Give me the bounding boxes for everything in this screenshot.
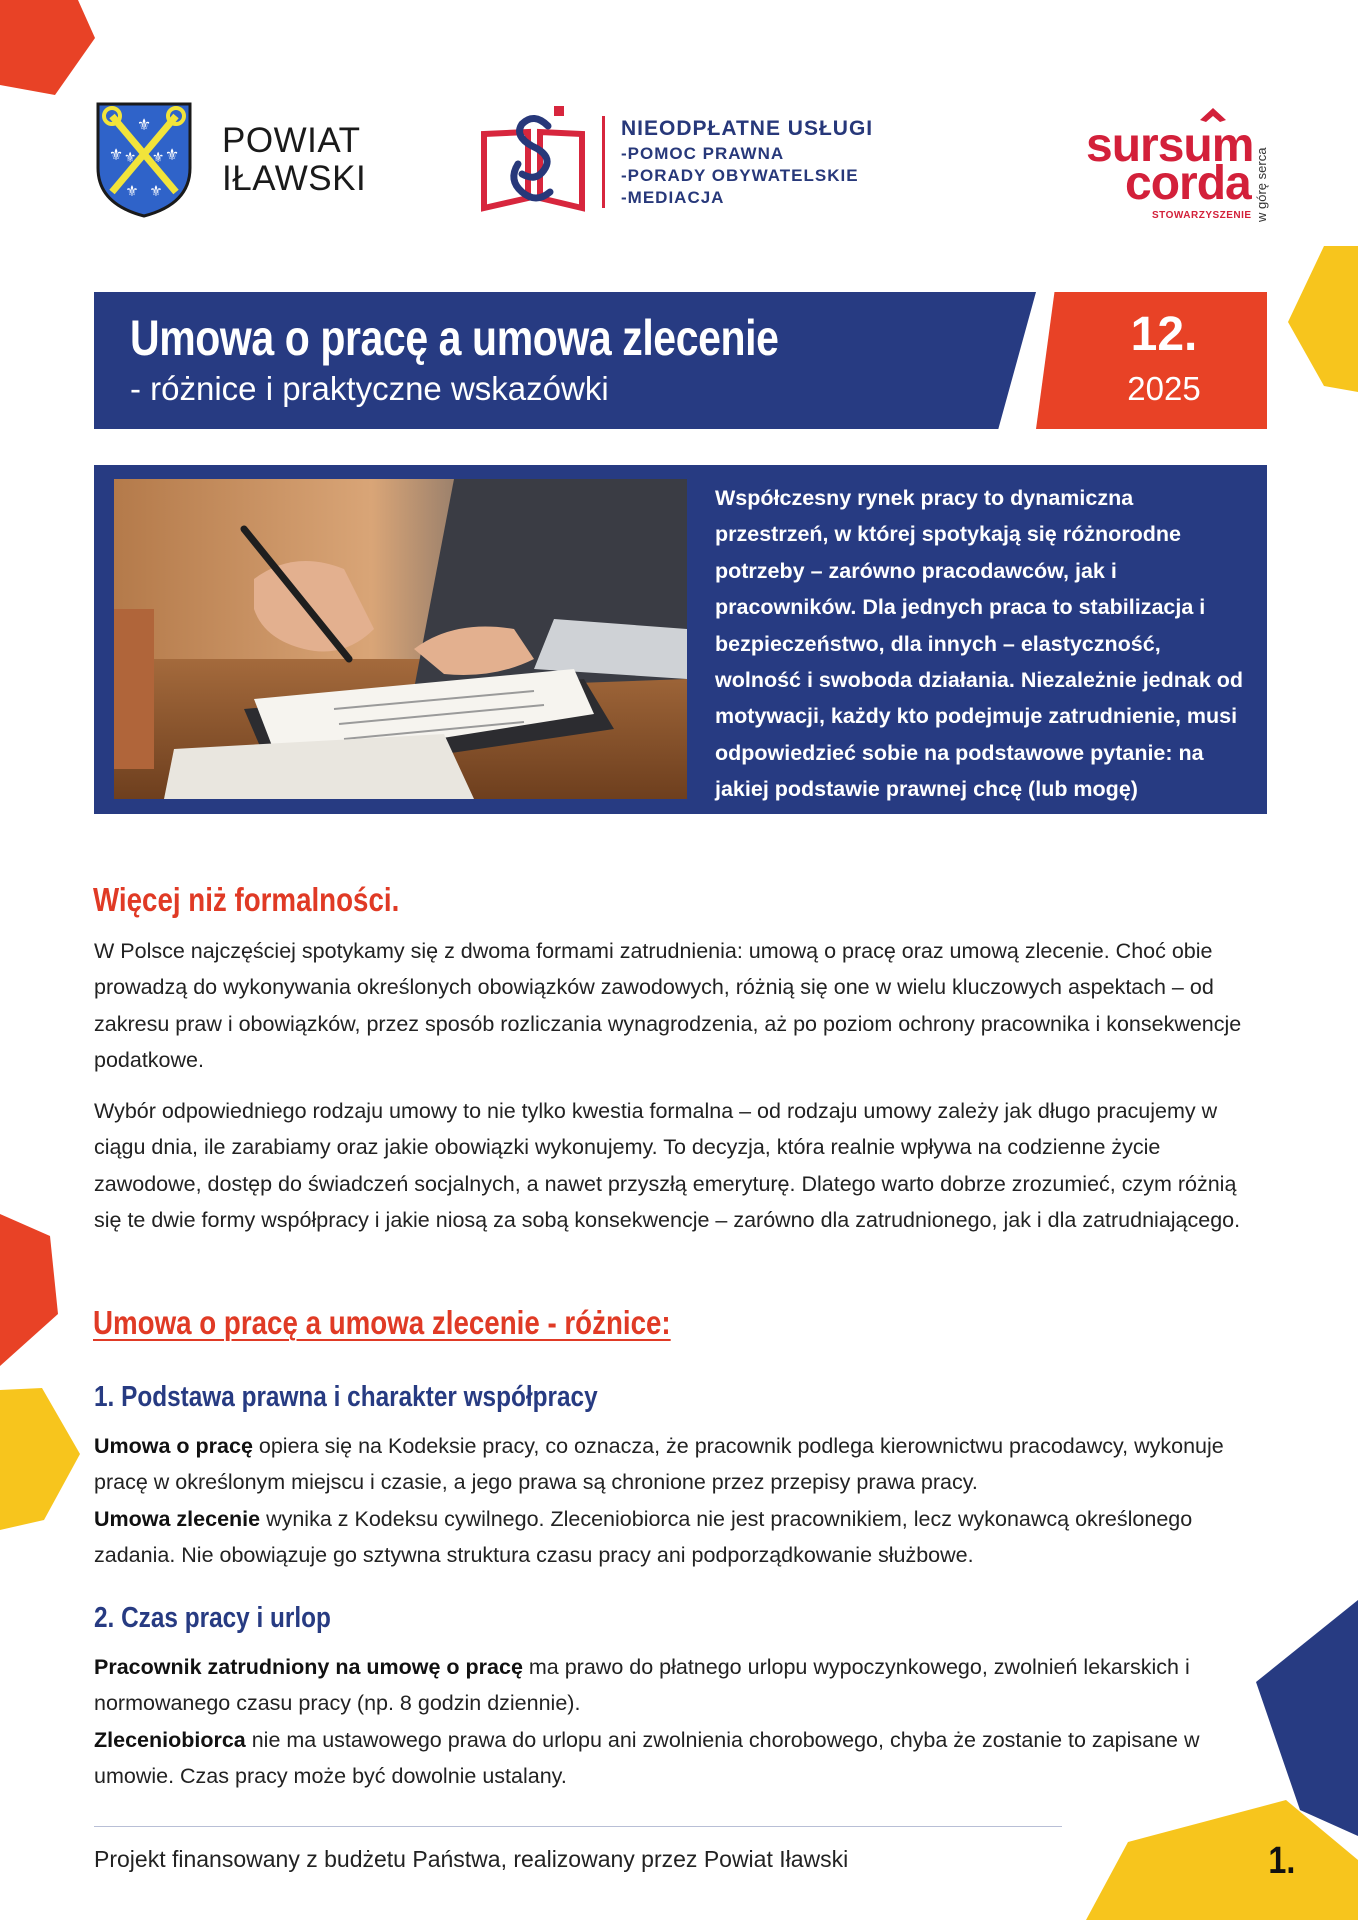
bold-term: Umowa o pracę	[94, 1434, 253, 1458]
powiat-line2: IŁAWSKI	[222, 159, 367, 198]
sursum-word: sursum	[1086, 119, 1254, 172]
service-item-civic-advice: -PORADY OBYWATELSKIE	[621, 166, 859, 185]
issue-number: 12.	[1130, 308, 1198, 361]
svg-text:⚜: ⚜	[108, 147, 124, 164]
bold-term: Pracownik zatrudniony na umowę o pracę	[94, 1655, 523, 1679]
decor-hexagon-top-left	[0, 0, 100, 100]
page-title: Umowa o pracę a umowa zlecenie	[130, 310, 779, 366]
bold-term: Zleceniobiorca	[94, 1728, 246, 1752]
svg-text:⚜: ⚜	[123, 149, 137, 165]
working-time-paragraph-2	[94, 1722, 1266, 1795]
section1-paragraph-2: Wybór odpowiedniego rodzaju umowy to nie tylko kwestia formalna – od rodzaju umowy zależy jak długo pracujemy w ciągu dnia, ile zarabiamy oraz jakie obowiązki wykonujemy. To decyzja, która realnie wpływa na codzienne życie zawodowe, dostęp do świadczeń socjalnych, a nawet przyszłą emeryturę. Dlatego warto dobrze zrozumieć, czym różnią się te dwie formy współpracy i jakie niosą za sobą konsekwencje – zarówno dla zatrudnionego, jak i dla zatrudniającego.	[94, 1099, 1241, 1233]
svg-text:⚜: ⚜	[164, 147, 180, 164]
decor-hexagon-left-red	[0, 1214, 58, 1366]
contract-signing-photo	[114, 479, 687, 799]
tagline: w górę serca	[1254, 147, 1269, 222]
powiat-logo	[94, 100, 366, 220]
logo-divider	[602, 116, 605, 208]
page-subtitle: - różnice i praktyczne wskazówki	[130, 370, 609, 407]
services-list	[621, 115, 873, 209]
association-label: STOWARZYSZENIE	[1152, 210, 1252, 221]
svg-text:⚜: ⚜	[125, 183, 139, 200]
legal-basis-paragraph-1	[94, 1428, 1266, 1501]
paragraph-text: opiera się na Kodeksie pracy, co oznacza, że pracownik podlega kierownictwu pracodawcy, wykonuje pracę w określonym miejscu i czasie, a jego prawa są chronione przez przepisy prawa pracy.	[94, 1434, 1224, 1495]
legal-basis-paragraph-2	[94, 1501, 1266, 1574]
section-heading-differences: Umowa o pracę a umowa zlecenie - różnice:	[93, 1304, 671, 1341]
service-item-legal-aid: -POMOC PRAWNA	[621, 144, 785, 163]
section-heading-more-than-formalities: Więcej niż formalności.	[93, 881, 400, 918]
powiat-name	[222, 122, 366, 198]
paragraph-text: ma prawo do płatnego urlopu wypoczynkowego, zwolnień lekarskich i normowanego czasu pracy (np. 8 godzin dziennie).	[94, 1655, 1190, 1716]
bold-term: Umowa zlecenie	[94, 1507, 261, 1531]
decor-hexagon-right-yellow	[1288, 246, 1358, 392]
roof-icon	[1200, 108, 1226, 124]
issue-year: 2025	[1127, 370, 1201, 407]
coat-of-arms-icon	[94, 100, 194, 220]
subsection-heading-legal-basis: 1. Podstawa prawna i charakter współpracy	[94, 1381, 598, 1413]
corda-word: corda	[1125, 157, 1251, 210]
powiat-line1: POWIAT	[222, 121, 361, 160]
footer-divider	[94, 1826, 1062, 1827]
sursum-corda-logo	[1086, 106, 1269, 230]
svg-text:⚜: ⚜	[136, 117, 152, 134]
decor-hexagon-left-yellow	[0, 1388, 80, 1530]
paragraph-text: wynika z Kodeksu cywilnego. Zleceniobiorca nie jest pracownikiem, lecz wykonawcą określonego zadania. Nie obowiązuje go sztywna struktura czasu pracy ani podporządkowanie służbowe.	[94, 1507, 1193, 1568]
services-title: NIEODPŁATNE USŁUGI	[621, 117, 874, 140]
intro-text: Współczesny rynek pracy to dynamiczna przestrzeń, w której spotykają się różnorodne potrzeby – zarówno pracodawców, jak i pracowników. Dla jednych praca to stabilizacja i bezpieczeństwo, dla innych – elastyczność, wolność i swoboda działania. Niezależnie jednak od motywacji, każdy kto podejmuje zatrudnienie, musi odpowiedzieć sobie na podstawowe pytanie: na jakiej podstawie prawnej chcę (lub mogę) pracować?	[715, 486, 1244, 838]
section1-paragraph-1: W Polsce najczęściej spotykamy się z dwoma formami zatrudnienia: umową o pracę oraz umową zlecenie. Choć obie prowadzą do wykonywania określonych obowiązków zawodowych, różnią się one w wielu kluczowych aspektach – od zakresu praw i obowiązków, przez sposób rozliczania wynagrodzenia, aż po poziom ochrony pracownika i konsekwencje podatkowe.	[94, 939, 1242, 1073]
svg-text:⚜: ⚜	[151, 149, 165, 165]
svg-text:⚜: ⚜	[149, 183, 163, 200]
paragraph-book-icon	[478, 104, 588, 220]
working-time-paragraph-1	[94, 1649, 1266, 1722]
paragraph-text: nie ma ustawowego prawa do urlopu ani zwolnienia chorobowego, chyba że zostanie to zapisane w umowie. Czas pracy może być dowolnie ustalany.	[94, 1728, 1200, 1789]
decor-hexagon-bottom-yellow	[1086, 1800, 1358, 1920]
free-legal-services-logo	[478, 104, 873, 220]
page-number: 1.	[1268, 1840, 1296, 1882]
funding-note: Projekt finansowany z budżetu Państwa, realizowany przez Powiat Iławski	[94, 1846, 849, 1872]
service-item-mediation: -MEDIACJA	[621, 188, 725, 207]
subsection-heading-working-time: 2. Czas pracy i urlop	[94, 1602, 331, 1634]
